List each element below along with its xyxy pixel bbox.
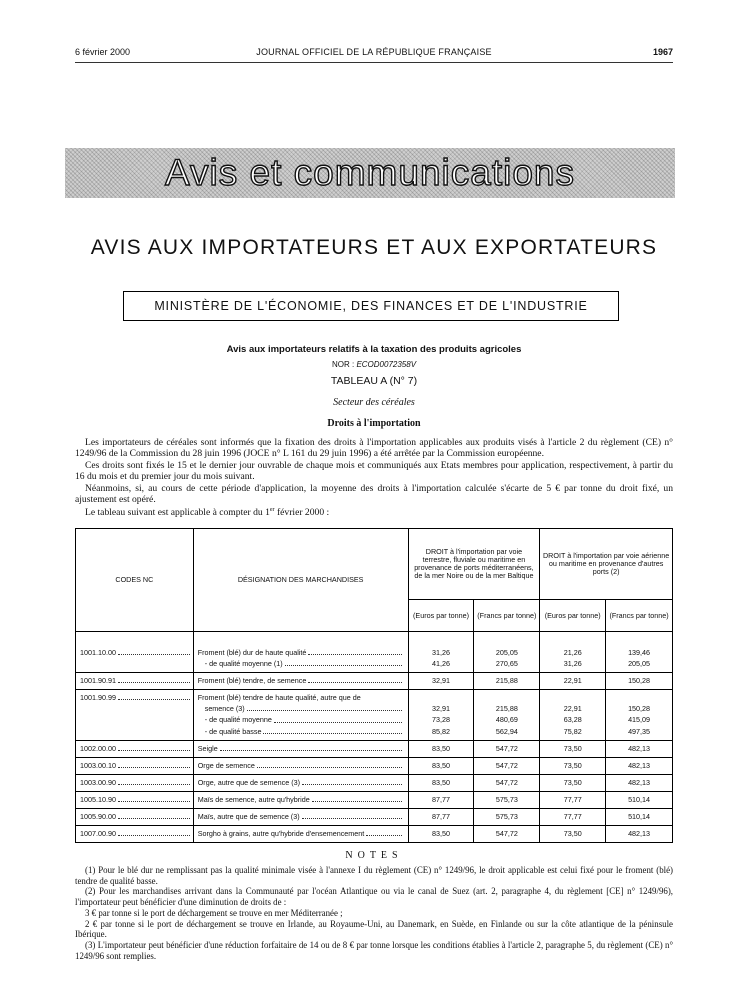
duty-value: 77,77 — [563, 812, 582, 822]
leader-dots — [118, 783, 190, 785]
nc-code-cell — [76, 692, 193, 703]
row-group — [474, 690, 539, 740]
header-droit-mer: DROIT à l'importation par voie terrestre, fluviale ou maritime en provenance de ports méditerranéens, de la mer Noire ou de la mer Baltique — [408, 529, 540, 600]
row-group — [540, 741, 605, 758]
leader-dots — [118, 653, 190, 655]
francs-a-column — [474, 632, 540, 843]
duty-value: 22,91 — [563, 704, 582, 714]
note-1: (1) Pour le blé dur ne remplissant pas la qualité minimale visée à l'annexe I du règlement (CE) n° 1249/96, le droit applicable est celui fixé pour le froment (blé) tendre de qualité basse. — [75, 865, 673, 886]
duty-value: 73,50 — [563, 829, 582, 839]
nc-code-cell — [76, 777, 193, 788]
duty-value — [540, 692, 605, 703]
designation: Froment (blé) dur de haute qualité — [197, 648, 307, 657]
duty-value: 480,69 — [495, 715, 518, 725]
duty-value: 150,28 — [628, 676, 651, 686]
nc-code: 1003.00.90 — [80, 777, 116, 787]
header-designation: DÉSIGNATION DES MARCHANDISES — [193, 529, 408, 632]
designation: - de qualité moyenne (1) — [204, 659, 283, 669]
row-group — [194, 809, 408, 826]
paragraph-1: Les importateurs de céréales sont informés que la fixation des droits à l'importation applicables aux produits visés à l'article 2 du règlement (CE) n° 1249/96 de la Commission du 28 juin 1996 (JOCE n° L 161 du 29 juin 1996) a été arrêtée par la Commission européenne. — [75, 437, 673, 460]
nc-code-cell — [76, 828, 193, 839]
row-group — [409, 758, 474, 775]
leader-dots — [118, 698, 190, 700]
designation-column — [193, 632, 408, 843]
duty-value: 83,50 — [432, 743, 450, 753]
nor-reference — [75, 360, 673, 369]
duty-value: 205,05 — [495, 648, 518, 657]
leader-dots — [302, 817, 402, 819]
running-header — [75, 47, 673, 61]
paragraph-4-sup: er — [269, 507, 275, 514]
row-group — [409, 792, 474, 809]
duty-value: 215,88 — [495, 676, 518, 686]
leader-dots — [118, 766, 190, 768]
row-group — [76, 690, 193, 740]
duty-value: 73,50 — [563, 777, 582, 787]
duty-value: 215,88 — [495, 704, 518, 714]
row-group — [194, 758, 408, 775]
row-group — [474, 741, 539, 758]
row-group — [606, 741, 672, 758]
duty-value: 510,14 — [628, 794, 651, 804]
duty-value: 547,72 — [495, 777, 518, 787]
table-body-row — [76, 632, 673, 843]
row-group — [606, 792, 672, 809]
nc-code: 1005.10.90 — [80, 794, 116, 804]
duty-value: 73,50 — [563, 743, 582, 753]
duty-value: 83,50 — [432, 760, 450, 770]
row-group — [474, 792, 539, 809]
duty-value — [409, 692, 474, 703]
leader-dots — [118, 681, 190, 683]
nc-code-cell — [76, 714, 193, 725]
designation-cell — [194, 726, 408, 737]
leader-dots — [263, 732, 401, 734]
paragraph-4 — [75, 505, 673, 519]
sector-label: Secteur des céréales — [333, 397, 415, 408]
nc-code: 1001.90.91 — [80, 676, 116, 686]
header-date: 6 février 2000 — [75, 47, 131, 57]
notice-title: Avis aux importateurs relatifs à la taxation des produits agricoles — [226, 344, 522, 355]
journal-title: JOURNAL OFFICIEL DE LA RÉPUBLIQUE FRANÇAISE — [256, 47, 492, 57]
header-droit-autres: DROIT à l'importation par voie aérienne ou maritime en provenance d'autres ports (2) — [540, 529, 673, 600]
duty-value: 73,50 — [563, 760, 582, 770]
nc-code-cell — [76, 760, 193, 771]
notes-heading: NOTES — [345, 850, 403, 861]
row-group — [409, 809, 474, 826]
duty-value: 41,26 — [432, 659, 450, 669]
row-group — [540, 673, 605, 690]
duty-value: 205,05 — [628, 659, 651, 669]
designation: Maïs de semence, autre qu'hybride — [197, 794, 310, 804]
row-group — [194, 741, 408, 758]
euros-a-column — [408, 632, 474, 843]
row-group — [606, 826, 672, 842]
leader-dots — [308, 653, 401, 655]
designation-cell — [194, 760, 408, 771]
row-group — [474, 809, 539, 826]
row-group — [76, 758, 193, 775]
row-group — [606, 758, 672, 775]
nc-code-cell — [76, 811, 193, 822]
row-group — [194, 673, 408, 690]
row-group — [409, 775, 474, 792]
leader-dots — [274, 721, 402, 723]
row-group — [76, 673, 193, 690]
nc-code-cell — [76, 794, 193, 805]
duty-value: 482,13 — [628, 743, 651, 753]
leader-dots — [366, 834, 401, 836]
duty-value: 83,50 — [432, 829, 450, 839]
designation-cell — [194, 811, 408, 822]
euros-b-column — [540, 632, 606, 843]
leader-dots — [312, 800, 402, 802]
nor-label: NOR : — [331, 360, 355, 369]
leader-dots — [302, 783, 402, 785]
row-group — [540, 809, 605, 826]
page-number: 1967 — [652, 47, 673, 57]
duty-value: 562,94 — [495, 726, 518, 736]
nc-code: 1002.00.00 — [80, 743, 116, 753]
duty-value: 87,77 — [432, 794, 450, 804]
row-group — [606, 673, 672, 690]
row-group — [540, 690, 605, 740]
leader-dots — [247, 709, 402, 711]
designation: Sorgho à grains, autre qu'hybride d'ensemencement — [197, 829, 365, 839]
nc-code: 1001.90.99 — [80, 693, 116, 703]
notes — [75, 865, 673, 961]
designation-cell — [194, 675, 408, 686]
duty-value: 32,91 — [432, 676, 450, 686]
leader-dots — [220, 749, 402, 751]
row-group — [76, 775, 193, 792]
duty-value: 63,28 — [563, 715, 582, 725]
designation: Seigle — [197, 743, 218, 753]
table-label: TABLEAU A (N° 7) — [330, 375, 418, 387]
paragraph-4-end: février 2000 : — [274, 507, 330, 519]
intro-text — [75, 437, 673, 519]
nc-code-cell — [76, 647, 193, 658]
nc-code-cell — [76, 726, 193, 737]
paragraph-3: Néanmoins, si, au cours de cette période d'application, la moyenne des droits à l'importation calculée s'écarte de 5 € par tonne du droit fixé, un ajustement est opéré. — [75, 482, 673, 506]
unit-euros-a: (Euros par tonne) — [408, 600, 474, 632]
row-group — [76, 741, 193, 758]
codes-column — [76, 632, 194, 843]
row-group — [76, 809, 193, 826]
francs-b-column — [606, 632, 673, 843]
duty-value: 270,65 — [495, 659, 518, 669]
row-group — [540, 826, 605, 842]
duty-value: 87,77 — [432, 812, 450, 822]
designation: Froment (blé) tendre, de semence — [197, 676, 307, 686]
row-group — [194, 826, 408, 842]
row-group — [409, 690, 474, 740]
header-codes: CODES NC — [76, 529, 194, 632]
leader-dots — [285, 664, 402, 666]
duty-value: 482,13 — [628, 760, 651, 770]
note-2b: 2 € par tonne si le port de déchargement se trouve en Irlande, au Royaume-Uni, au Danemark, en Suède, en Finlande ou sur la côte atlantique de la péninsule Ibérique. — [75, 918, 673, 940]
duty-value: 510,14 — [628, 812, 651, 822]
unit-euros-b: (Euros par tonne) — [540, 600, 606, 632]
table-body — [76, 632, 673, 843]
duty-value: 77,77 — [563, 794, 582, 804]
designation: Maïs, autre que de semence (3) — [197, 812, 300, 822]
row-group — [76, 645, 193, 673]
row-group — [606, 690, 672, 740]
row-group — [194, 792, 408, 809]
paragraph-4-start: Le tableau suivant est applicable à compter du 1 — [85, 507, 270, 519]
note-3: (3) L'importateur peut bénéficier d'une réduction forfaitaire de 14 ou de 8 € par tonne lorsque les conditions établies à l'article 2, paragraphe 5, du règlement (CE) n° 1249/96 sont remplies. — [75, 939, 673, 961]
designation-cell — [194, 743, 408, 754]
duty-value: 547,72 — [495, 743, 518, 753]
unit-francs-a: (Francs par tonne) — [474, 600, 540, 632]
row-group — [194, 775, 408, 792]
row-group — [540, 775, 605, 792]
duty-value: 85,82 — [432, 726, 450, 736]
row-group — [409, 645, 474, 673]
row-group — [409, 826, 474, 842]
designation: Froment (blé) tendre de haute qualité, autre que de — [197, 693, 361, 703]
designation-cell — [194, 647, 408, 658]
ministry-box: MINISTÈRE DE L'ÉCONOMIE, DES FINANCES ET DE L'INDUSTRIE — [123, 291, 619, 321]
nc-code: 1003.00.10 — [80, 760, 116, 770]
duty-value: 547,72 — [495, 829, 518, 839]
duties-table — [75, 528, 673, 843]
duty-value: 31,26 — [563, 659, 582, 669]
designation-cell — [194, 714, 408, 725]
nc-code: 1001.10.00 — [80, 648, 116, 657]
nc-code: 1007.00.90 — [80, 829, 116, 839]
duty-value: 547,72 — [495, 760, 518, 770]
duty-value: 482,13 — [628, 829, 651, 839]
designation: - de qualité moyenne — [204, 715, 272, 725]
duty-value: 497,35 — [628, 726, 651, 736]
duty-value: 575,73 — [495, 812, 518, 822]
nc-code-cell — [76, 743, 193, 754]
note-2: (2) Pour les marchandises arrivant dans la Communauté par l'océan Atlantique ou via le canal de Suez (art. 2, paragraphe 4, du règlement [CE] n° 1249/96), l'importateur peut bénéficier d'une diminution de droits de : — [75, 886, 673, 908]
leader-dots — [118, 817, 190, 819]
nc-code: 1005.90.00 — [80, 812, 116, 822]
designation: semence (3) — [204, 704, 245, 714]
duty-value — [606, 692, 672, 703]
duty-value: 75,82 — [563, 726, 582, 736]
designation-cell — [194, 692, 408, 703]
row-group — [540, 758, 605, 775]
nc-code-cell — [76, 658, 193, 669]
duty-value: 22,91 — [563, 676, 582, 686]
designation-cell — [194, 658, 408, 669]
subtitle: Droits à l'importation — [327, 418, 421, 429]
leader-dots — [308, 681, 401, 683]
row-group — [474, 758, 539, 775]
duty-value: 415,09 — [628, 715, 651, 725]
duty-value: 575,73 — [495, 794, 518, 804]
row-group — [474, 826, 539, 842]
row-group — [76, 826, 193, 842]
note-2a: 3 € par tonne si le port de déchargement se trouve en mer Méditerranée ; — [85, 907, 343, 918]
leader-dots — [257, 766, 402, 768]
row-group — [606, 775, 672, 792]
duty-value: 150,28 — [628, 704, 651, 714]
section-title: AVIS AUX IMPORTATEURS ET AUX EXPORTATEURS — [90, 236, 658, 259]
designation-cell — [194, 703, 408, 714]
nc-code-cell — [76, 703, 193, 714]
unit-francs-b: (Francs par tonne) — [606, 600, 673, 632]
row-group — [409, 673, 474, 690]
designation: - de qualité basse — [204, 726, 262, 736]
row-group — [540, 792, 605, 809]
nc-code-cell — [76, 675, 193, 686]
designation-cell — [194, 828, 408, 839]
nor-code: ECOD0072358V — [356, 360, 417, 369]
duty-value: 73,28 — [432, 715, 450, 725]
leader-dots — [118, 834, 190, 836]
duty-value: 83,50 — [432, 777, 450, 787]
row-group — [474, 673, 539, 690]
row-group — [76, 792, 193, 809]
row-group — [474, 775, 539, 792]
designation-cell — [194, 777, 408, 788]
banner-title: Avis et communications — [165, 152, 575, 193]
duty-value: 31,26 — [432, 648, 450, 657]
leader-dots — [118, 749, 190, 751]
paragraph-2: Ces droits sont fixés le 15 et le dernier jour ouvrable de chaque mois et communiqués aux Etats membres pour application, respectivement, à partir du 16 du mois et du premier jour du mois suivant. — [75, 459, 673, 483]
leader-dots — [118, 800, 190, 802]
duty-value: 139,46 — [628, 648, 651, 657]
header-rule — [75, 62, 673, 63]
duty-value: 21,26 — [563, 648, 582, 657]
row-group — [409, 741, 474, 758]
designation: Orge, autre que de semence (3) — [197, 777, 300, 787]
duty-value: 32,91 — [432, 704, 450, 714]
designation: Orge de semence — [197, 760, 255, 770]
row-group — [194, 645, 408, 673]
row-group — [474, 645, 539, 673]
duty-value: 482,13 — [628, 777, 651, 787]
duty-value — [474, 692, 539, 703]
row-group — [540, 645, 605, 673]
row-group — [606, 809, 672, 826]
row-group — [194, 690, 408, 740]
row-group — [606, 645, 672, 673]
designation-cell — [194, 794, 408, 805]
